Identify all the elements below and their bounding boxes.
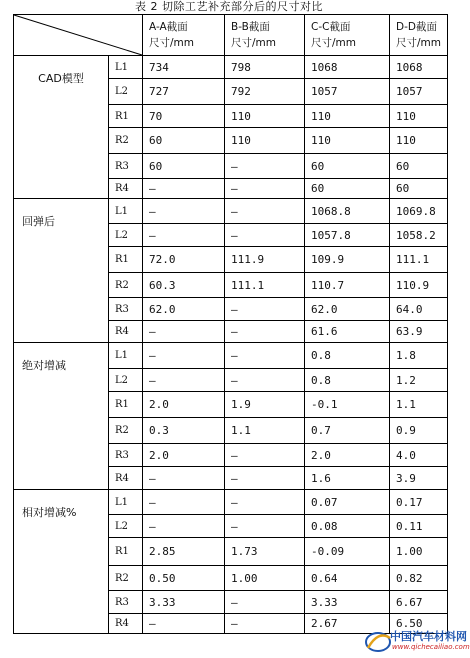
table-cell: 1.1: [390, 392, 448, 418]
row-label: L2: [109, 224, 143, 247]
header-col-unit: 尺寸/mm: [149, 37, 194, 49]
table-cell: —: [225, 444, 305, 467]
table-cell: 110.9: [390, 273, 448, 298]
group-label: 回弹后: [14, 199, 109, 343]
table-cell: 111.9: [225, 247, 305, 273]
table-cell: 1057: [390, 79, 448, 105]
table-cell: 6.67: [390, 591, 448, 614]
row-label: L1: [109, 343, 143, 369]
row-label: L2: [109, 515, 143, 538]
table-cell: 0.50: [143, 566, 225, 591]
table-cell: —: [143, 369, 225, 392]
group-label: 相对增减%: [14, 490, 109, 634]
table-cell: 60: [143, 128, 225, 154]
header-col-unit: 尺寸/mm: [231, 37, 276, 49]
table-cell: 727: [143, 79, 225, 105]
table-cell: 0.64: [305, 566, 390, 591]
table-cell: 61.6: [305, 321, 390, 343]
table-cell: 1057.8: [305, 224, 390, 247]
row-label: R1: [109, 538, 143, 566]
row-label: L1: [109, 490, 143, 515]
table-cell: —: [225, 224, 305, 247]
table-cell: 62.0: [305, 298, 390, 321]
table-cell: 2.0: [143, 444, 225, 467]
table-cell: —: [143, 467, 225, 490]
table-cell: 2.67: [305, 614, 390, 634]
table-cell: 0.07: [305, 490, 390, 515]
table-cell: 110: [305, 128, 390, 154]
table-cell: —: [225, 369, 305, 392]
table-cell: 1069.8: [390, 199, 448, 224]
row-label: R1: [109, 247, 143, 273]
table-cell: —: [225, 614, 305, 634]
table-cell: 110.7: [305, 273, 390, 298]
table-cell: 0.9: [390, 418, 448, 444]
row-label: L2: [109, 369, 143, 392]
row-label: R4: [109, 467, 143, 490]
table-cell: 110: [390, 105, 448, 128]
table-cell: 1.1: [225, 418, 305, 444]
table-cell: —: [225, 321, 305, 343]
row-label: R3: [109, 154, 143, 179]
row-label: R3: [109, 591, 143, 614]
table-row: [14, 199, 448, 224]
table-cell: —: [143, 179, 225, 199]
table-cell: 0.7: [305, 418, 390, 444]
table-cell: 1.9: [225, 392, 305, 418]
row-label: L1: [109, 56, 143, 79]
table-cell: 60: [305, 154, 390, 179]
row-label: R4: [109, 179, 143, 199]
table-cell: —: [225, 467, 305, 490]
table-cell: 3.33: [143, 591, 225, 614]
table-cell: —: [143, 614, 225, 634]
table-cell: 798: [225, 56, 305, 79]
table-cell: 1068: [390, 56, 448, 79]
table-cell: 1.00: [390, 538, 448, 566]
table-cell: —: [225, 515, 305, 538]
table-cell: 1.00: [225, 566, 305, 591]
table-cell: —: [143, 490, 225, 515]
table-cell: —: [143, 321, 225, 343]
header-row: [14, 15, 448, 56]
table-cell: 0.82: [390, 566, 448, 591]
table-cell: 110: [225, 105, 305, 128]
table-cell: 2.0: [143, 392, 225, 418]
diagonal-line: [14, 15, 142, 55]
row-label: R4: [109, 614, 143, 634]
table-cell: 0.3: [143, 418, 225, 444]
watermark-url: www.qichecailiao.com: [392, 643, 470, 651]
table-cell: 1.73: [225, 538, 305, 566]
header-col-title: B-B截面: [231, 21, 270, 33]
table-cell: 734: [143, 56, 225, 79]
table-cell: 2.85: [143, 538, 225, 566]
table-cell: 111.1: [225, 273, 305, 298]
table-cell: —: [143, 199, 225, 224]
row-label: L2: [109, 79, 143, 105]
table-cell: 0.8: [305, 343, 390, 369]
table-cell: 60: [143, 154, 225, 179]
table-cell: —: [143, 343, 225, 369]
table-cell: —: [225, 591, 305, 614]
header-col-unit: 尺寸/mm: [396, 37, 441, 49]
table-cell: 4.0: [390, 444, 448, 467]
table-cell: 111.1: [390, 247, 448, 273]
table-cell: —: [225, 199, 305, 224]
dimension-comparison-table: [13, 14, 448, 634]
table-cell: 1058.2: [390, 224, 448, 247]
header-col-unit: 尺寸/mm: [311, 37, 356, 49]
table-caption: 表 2 切除工艺补充部分后的尺寸对比: [135, 0, 323, 13]
table-cell: 6.50: [390, 614, 448, 634]
table-cell: 0.17: [390, 490, 448, 515]
header-col-aa: [143, 15, 225, 56]
table-row: [14, 490, 448, 515]
table-cell: 792: [225, 79, 305, 105]
table-cell: —: [225, 154, 305, 179]
table-cell: 110: [305, 105, 390, 128]
table-cell: 60: [390, 179, 448, 199]
table-cell: —: [225, 298, 305, 321]
group-label: CAD模型: [14, 56, 109, 199]
table-cell: —: [225, 179, 305, 199]
table-cell: -0.1: [305, 392, 390, 418]
table-cell: —: [143, 515, 225, 538]
row-label: R3: [109, 298, 143, 321]
header-col-title: A-A截面: [149, 21, 188, 33]
header-col-cc: [305, 15, 390, 56]
table-cell: 1.6: [305, 467, 390, 490]
watermark-text: 中国汽车材料网: [390, 630, 467, 643]
row-label: L1: [109, 199, 143, 224]
row-label: R2: [109, 128, 143, 154]
row-label: R2: [109, 273, 143, 298]
table-cell: 1068.8: [305, 199, 390, 224]
table-cell: -0.09: [305, 538, 390, 566]
header-col-bb: [225, 15, 305, 56]
table-cell: 2.0: [305, 444, 390, 467]
header-col-title: D-D截面: [396, 21, 437, 33]
table-cell: 109.9: [305, 247, 390, 273]
table-cell: 60: [305, 179, 390, 199]
row-label: R4: [109, 321, 143, 343]
table-cell: 70: [143, 105, 225, 128]
table-cell: 1057: [305, 79, 390, 105]
table-cell: 1.2: [390, 369, 448, 392]
watermark: [364, 628, 470, 654]
table-row: [14, 56, 448, 79]
table-cell: 63.9: [390, 321, 448, 343]
table-cell: 0.08: [305, 515, 390, 538]
group-label: 绝对增减: [14, 343, 109, 490]
header-col-dd: [390, 15, 448, 56]
table-cell: 1068: [305, 56, 390, 79]
table-cell: 0.11: [390, 515, 448, 538]
header-col-title: C-C截面: [311, 21, 351, 33]
table-cell: 3.9: [390, 467, 448, 490]
table-cell: —: [225, 490, 305, 515]
table-cell: 0.8: [305, 369, 390, 392]
table-cell: 62.0: [143, 298, 225, 321]
diagonal-header-cell: [14, 15, 143, 56]
table-row: [14, 343, 448, 369]
table-cell: —: [225, 343, 305, 369]
table-cell: 1.8: [390, 343, 448, 369]
row-label: R2: [109, 566, 143, 591]
row-label: R1: [109, 392, 143, 418]
table-cell: 60: [390, 154, 448, 179]
row-label: R2: [109, 418, 143, 444]
table-cell: 60.3: [143, 273, 225, 298]
row-label: R1: [109, 105, 143, 128]
table-cell: 64.0: [390, 298, 448, 321]
table-cell: 72.0: [143, 247, 225, 273]
table-cell: —: [143, 224, 225, 247]
table-cell: 3.33: [305, 591, 390, 614]
table-cell: 110: [225, 128, 305, 154]
table-cell: 110: [390, 128, 448, 154]
row-label: R3: [109, 444, 143, 467]
